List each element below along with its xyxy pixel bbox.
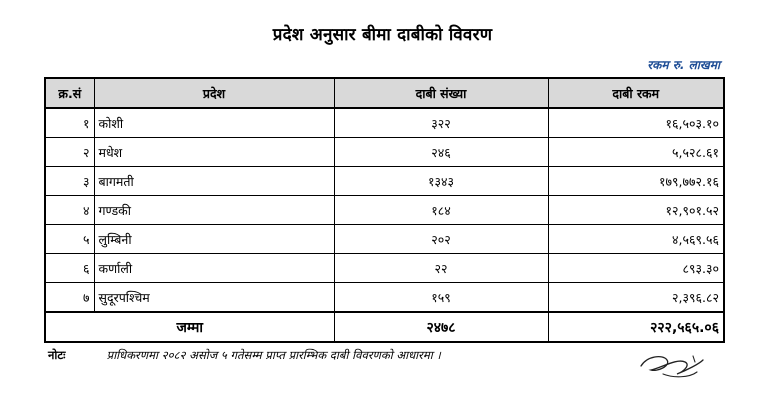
note-label: नोटः — [48, 348, 66, 362]
header-province: प्रदेश — [94, 78, 334, 108]
table-row — [45, 196, 724, 225]
total-claim-count: २४७८ — [334, 312, 548, 342]
table-row — [45, 138, 724, 167]
row-claim-amount: २,३९६.८२ — [548, 283, 724, 313]
row-claim-amount: १२,९०१.५२ — [548, 196, 724, 225]
table-row — [45, 254, 724, 283]
row-claim-count: १३४३ — [334, 167, 548, 196]
unit-note: रकम रु. लाखमा — [647, 58, 720, 72]
note-text: प्राधिकरणमा २०८२ असोज ५ गतेसम्म प्राप्त प्रारम्भिक दाबी विवरणको आधारमा । — [106, 348, 441, 362]
total-row — [45, 312, 724, 342]
signature-mark — [633, 348, 711, 384]
row-province: बागमती — [94, 167, 334, 196]
row-claim-count: २२ — [334, 254, 548, 283]
row-claim-amount: १७९,७७२.१६ — [548, 167, 724, 196]
row-serial: ७ — [45, 283, 94, 313]
row-serial: ४ — [45, 196, 94, 225]
row-province: कोशी — [94, 108, 334, 138]
row-claim-count: २०२ — [334, 225, 548, 254]
table-row — [45, 167, 724, 196]
row-claim-count: ३२२ — [334, 108, 548, 138]
row-claim-amount: ८९३.३० — [548, 254, 724, 283]
row-claim-amount: ५,५२८.६१ — [548, 138, 724, 167]
table-row — [45, 283, 724, 313]
row-province: गण्डकी — [94, 196, 334, 225]
row-claim-amount: ४,५६९.५६ — [548, 225, 724, 254]
header-serial: क्र.सं — [45, 78, 94, 108]
header-claim-amount: दाबी रकम — [548, 78, 724, 108]
table-row — [45, 108, 724, 138]
footnote — [48, 348, 441, 363]
row-claim-count: १८४ — [334, 196, 548, 225]
claims-table — [44, 77, 725, 343]
header-claim-count: दाबी संख्या — [334, 78, 548, 108]
row-province: सुदूरपश्चिम — [94, 283, 334, 313]
row-serial: ३ — [45, 167, 94, 196]
table-header-row — [45, 78, 724, 108]
total-label: जम्मा — [45, 312, 334, 342]
row-claim-count: १५९ — [334, 283, 548, 313]
row-province: कर्णाली — [94, 254, 334, 283]
row-province: लुम्बिनी — [94, 225, 334, 254]
row-claim-count: २४६ — [334, 138, 548, 167]
row-serial: १ — [45, 108, 94, 138]
table-row — [45, 225, 724, 254]
total-claim-amount: २२२,५६५.०६ — [548, 312, 724, 342]
row-serial: ६ — [45, 254, 94, 283]
row-serial: ५ — [45, 225, 94, 254]
row-province: मधेश — [94, 138, 334, 167]
row-claim-amount: १६,५०३.१० — [548, 108, 724, 138]
row-serial: २ — [45, 138, 94, 167]
page-title: प्रदेश अनुसार बीमा दाबीको विवरण — [272, 25, 493, 45]
